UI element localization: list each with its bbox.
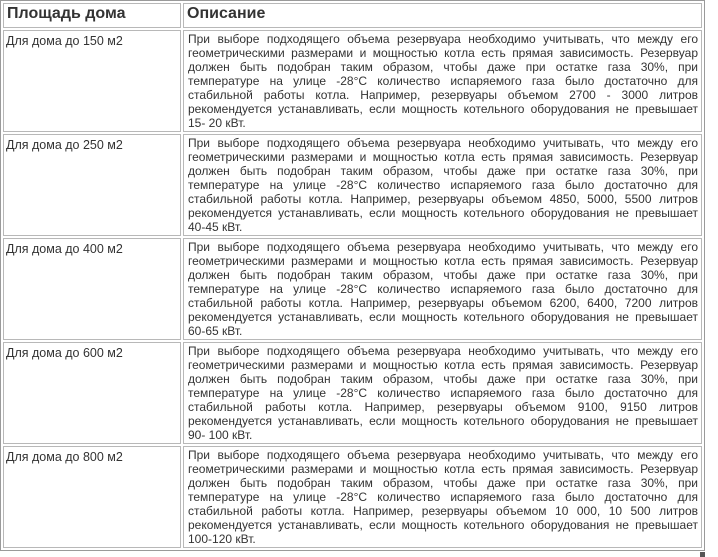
table-row — [3, 30, 702, 132]
row-description-cell: При выборе подходящего объема резервуара необходимо учитывать, что между его геометрическими размерами и мощностью котла есть прямая зависимость. Резервуар должен быть подобран таким образом, чтобы даже при остатке газа 30%, при температуре на улице -28°С количество испаряемого газа было достаточно для стабильной работы котла. Например, резервуары объемом 4850, 5000, 5500 литров рекомендуется устанавливать, если мощность котельного оборудования не превышает 40-45 кВт. — [183, 134, 702, 236]
row-description-cell: При выборе подходящего объема резервуара необходимо учитывать, что между его геометрическими размерами и мощностью котла есть прямая зависимость. Резервуар должен быть подобран таким образом, чтобы даже при остатке газа 30%, при температуре на улице -28°С количество испаряемого газа было достаточно для стабильной работы котла. Например, резервуары объемом 9100, 9150 литров рекомендуется устанавливать, если мощность котельного оборудования не превышает 90- 100 кВт. — [183, 342, 702, 444]
row-description-cell: При выборе подходящего объема резервуара необходимо учитывать, что между его геометрическими размерами и мощностью котла есть прямая зависимость. Резервуар должен быть подобран таким образом, чтобы даже при остатке газа 30%, при температуре на улице -28°С количество испаряемого газа было достаточно для стабильной работы котла. Например, резервуары объемом 6200, 6400, 7200 литров рекомендуется устанавливать, если мощность котельного оборудования не превышает 60-65 кВт. — [183, 238, 702, 340]
header-area: Площадь дома — [3, 3, 181, 28]
table-row — [3, 134, 702, 236]
resize-handle-icon — [700, 552, 705, 557]
row-area-cell: Для дома до 250 м2 — [3, 134, 181, 236]
row-area-cell: Для дома до 800 м2 — [3, 446, 181, 548]
row-area-cell: Для дома до 400 м2 — [3, 238, 181, 340]
row-area-cell: Для дома до 150 м2 — [3, 30, 181, 132]
table-row — [3, 446, 702, 548]
row-area-cell: Для дома до 600 м2 — [3, 342, 181, 444]
header-description: Описание — [183, 3, 702, 28]
row-description-cell: При выборе подходящего объема резервуара необходимо учитывать, что между его геометрическими размерами и мощностью котла есть прямая зависимость. Резервуар должен быть подобран таким образом, чтобы даже при остатке газа 30%, при температуре на улице -28°С количество испаряемого газа было достаточно для стабильной работы котла. Например, резервуары объемом 2700 - 3000 литров рекомендуется устанавливать, если мощность котельного оборудования не превышает 15- 20 кВт. — [183, 30, 702, 132]
table-row — [3, 238, 702, 340]
table-row — [3, 342, 702, 444]
table-header-row — [3, 3, 702, 28]
row-description-cell: При выборе подходящего объема резервуара необходимо учитывать, что между его геометрическими размерами и мощностью котла есть прямая зависимость. Резервуар должен быть подобран таким образом, чтобы даже при остатке газа 30%, при температуре на улице -28°С количество испаряемого газа было достаточно для стабильной работы котла. Например, резервуары объемом 10 000, 10 500 литров рекомендуется устанавливать, если мощность котельного оборудования не превышает 100-120 кВт. — [183, 446, 702, 548]
